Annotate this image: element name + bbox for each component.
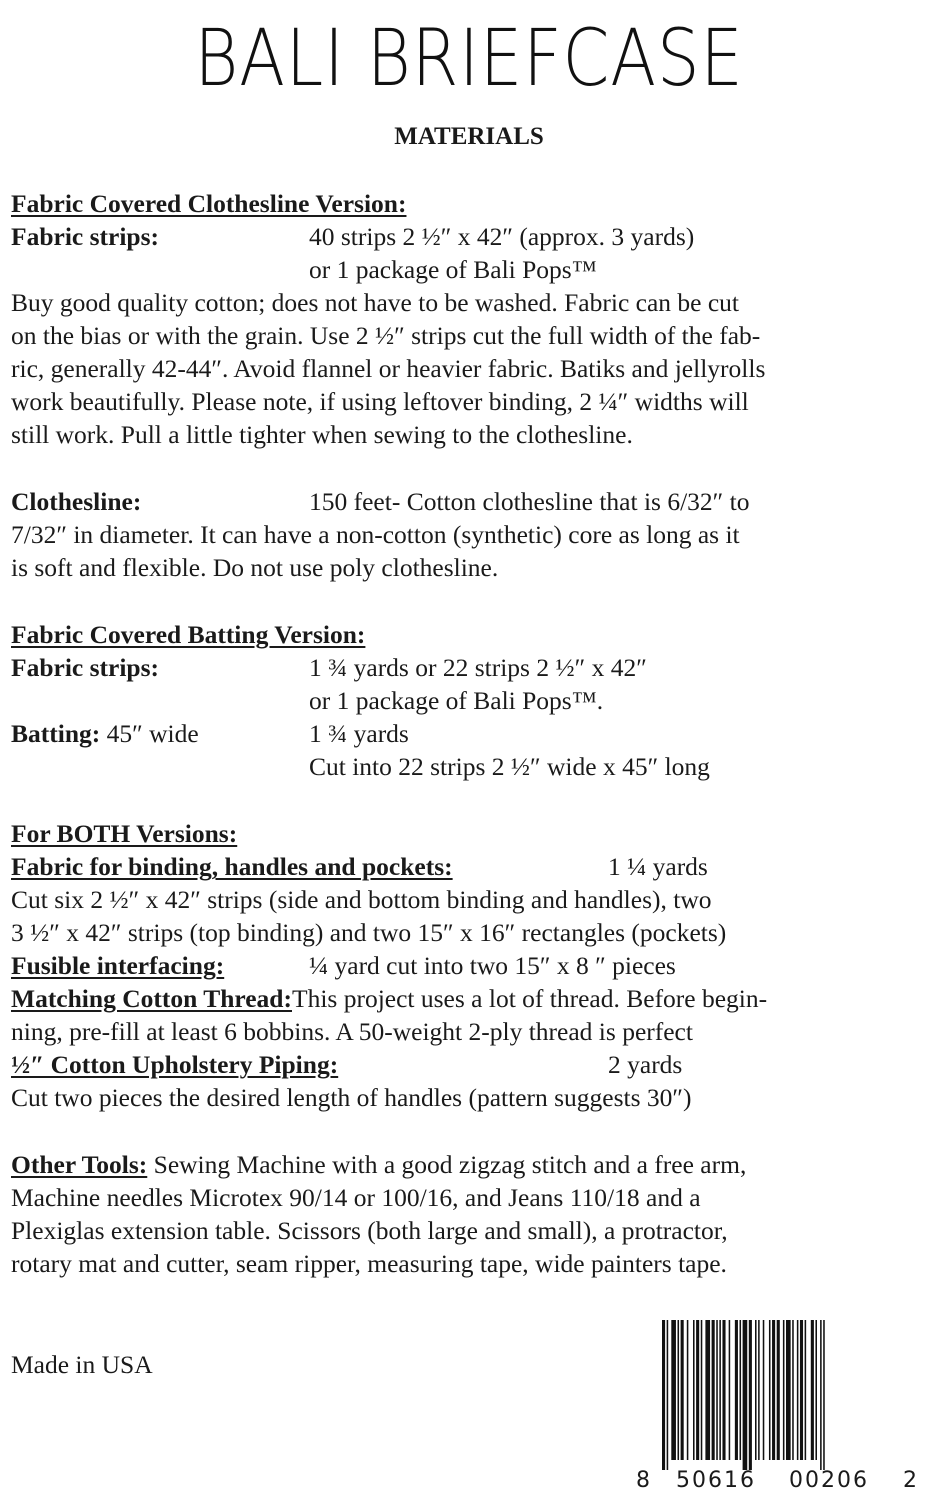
barcode-bar bbox=[786, 1320, 791, 1460]
barcode-bar bbox=[740, 1320, 742, 1460]
fusible-label: Fusible interfacing: bbox=[11, 951, 225, 980]
paragraph-line: Buy good quality cotton; does not have to be washed. Fabric can be cut bbox=[11, 288, 739, 317]
paragraph-line: Cut six 2 ½″ x 42″ strips (side and bottom binding and handles), two bbox=[11, 885, 712, 914]
paragraph-line: Plexiglas extension table. Scissors (both large and small), a protractor, bbox=[11, 1216, 728, 1245]
barcode-bar bbox=[758, 1320, 760, 1460]
fabric-strips-row bbox=[11, 220, 695, 253]
fabric-strips-value: 40 strips 2 ½″ x 42″ (approx. 3 yards) bbox=[309, 222, 695, 251]
barcode-bar bbox=[729, 1320, 731, 1460]
piping-value: 2 yards bbox=[608, 1050, 683, 1079]
barcode-bar bbox=[820, 1320, 822, 1470]
thread-text: This project uses a lot of thread. Before begin- bbox=[292, 984, 768, 1013]
paragraph-line: ning, pre-fill at least 6 bobbins. A 50-weight 2-ply thread is perfect bbox=[11, 1017, 693, 1046]
fabric-strips-label: Fabric strips: bbox=[11, 653, 160, 682]
barcode-bar bbox=[792, 1320, 794, 1460]
barcode-bar bbox=[687, 1320, 689, 1460]
thread-label: Matching Cotton Thread: bbox=[11, 984, 292, 1013]
paragraph-line: still work. Pull a little tighter when sewing to the clothesline. bbox=[11, 420, 633, 449]
page-title: BALI BRIEFCASE bbox=[194, 14, 744, 104]
barcode-bar bbox=[696, 1320, 699, 1460]
binding-row bbox=[11, 850, 708, 883]
thread-row bbox=[11, 982, 767, 1015]
barcode-bar bbox=[769, 1320, 771, 1460]
fabric-strips-value-alt: or 1 package of Bali Pops™ bbox=[309, 255, 597, 284]
piping-label: ½″ Cotton Upholstery Piping: bbox=[11, 1050, 339, 1079]
barcode-bar bbox=[797, 1320, 799, 1460]
paragraph-line: ric, generally 42-44″. Avoid flannel or heavier fabric. Batiks and jellyrolls bbox=[11, 354, 766, 383]
paragraph-line: Cut two pieces the desired length of handles (pattern suggests 30″) bbox=[11, 1083, 692, 1112]
barcode-bar bbox=[805, 1320, 807, 1460]
barcode-right-digit: 2 bbox=[903, 1468, 917, 1493]
barcode-bar bbox=[811, 1320, 814, 1460]
batting-width: 45″ wide bbox=[106, 719, 199, 748]
barcode-bar bbox=[749, 1320, 752, 1470]
barcode-bar bbox=[755, 1320, 757, 1460]
made-in-label: Made in USA bbox=[11, 1350, 153, 1379]
barcode-bar bbox=[719, 1320, 721, 1460]
materials-heading: MATERIALS bbox=[394, 123, 544, 150]
batting-label: Batting: bbox=[11, 719, 101, 748]
fabric-strips-label: Fabric strips: bbox=[11, 222, 160, 251]
paragraph-line: 3 ½″ x 42″ strips (top binding) and two 15″ x 16″ rectangles (pockets) bbox=[11, 918, 727, 947]
barcode-bar bbox=[815, 1320, 817, 1460]
barcode-bar bbox=[662, 1320, 665, 1470]
fabric-strips-value-alt: or 1 package of Bali Pops™. bbox=[309, 686, 604, 715]
clothesline-row bbox=[11, 485, 750, 518]
barcode-bar bbox=[777, 1320, 780, 1460]
barcode-bar bbox=[712, 1320, 715, 1460]
barcode-bar bbox=[800, 1320, 803, 1460]
barcode-left-digit: 8 bbox=[636, 1468, 650, 1493]
barcode-bar bbox=[743, 1320, 748, 1470]
batting-version-heading: Fabric Covered Batting Version: bbox=[11, 620, 366, 649]
clothesline-label: Clothesline: bbox=[11, 487, 142, 516]
paragraph-line: 7/32″ in diameter. It can have a non-cotton (synthetic) core as long as it bbox=[11, 520, 740, 549]
paragraph-line: on the bias or with the grain. Use 2 ½″ strips cut the full width of the fab- bbox=[11, 321, 761, 350]
fusible-value: ¼ yard cut into two 15″ x 8 ″ pieces bbox=[309, 951, 676, 980]
binding-value: 1 ¼ yards bbox=[608, 852, 708, 881]
clothesline-version-heading: Fabric Covered Clothesline Version: bbox=[11, 189, 407, 218]
other-tools-label: Other Tools: bbox=[11, 1150, 148, 1179]
fabric-strips-value: 1 ¾ yards or 22 strips 2 ½″ x 42″ bbox=[309, 653, 647, 682]
barcode-bar bbox=[705, 1320, 710, 1460]
barcode-bar bbox=[823, 1320, 825, 1470]
binding-label: Fabric for binding, handles and pockets: bbox=[11, 852, 453, 881]
barcode-bar bbox=[701, 1320, 703, 1460]
barcode-group-1: 50616 bbox=[676, 1468, 756, 1493]
fabric-strips-row bbox=[11, 651, 647, 684]
paragraph-line: work beautifully. Please note, if using leftover binding, 2 ¼″ widths will bbox=[11, 387, 749, 416]
batting-value: 1 ¾ yards bbox=[309, 719, 409, 748]
paragraph-line: Machine needles Microtex 90/14 or 100/16, and Jeans 110/18 and a bbox=[11, 1183, 701, 1212]
fusible-row bbox=[11, 949, 676, 982]
barcode-bar bbox=[716, 1320, 718, 1460]
batting-cut-value: Cut into 22 strips 2 ½″ wide x 45″ long bbox=[309, 752, 710, 781]
barcode-bar bbox=[667, 1320, 669, 1470]
barcode-bar bbox=[681, 1320, 684, 1460]
barcode-bar bbox=[772, 1320, 775, 1460]
barcode-image bbox=[662, 1320, 902, 1470]
clothesline-value: 150 feet- Cotton clothesline that is 6/32″ to bbox=[309, 487, 750, 516]
barcode-bar bbox=[678, 1320, 680, 1460]
piping-row bbox=[11, 1048, 683, 1081]
barcode-group-2: 00206 bbox=[789, 1468, 869, 1493]
paragraph-line: rotary mat and cutter, seam ripper, measuring tape, wide painters tape. bbox=[11, 1249, 727, 1278]
both-versions-heading: For BOTH Versions: bbox=[11, 819, 238, 848]
barcode-bar bbox=[783, 1320, 785, 1460]
barcode-bar bbox=[735, 1320, 738, 1460]
barcode-bar bbox=[671, 1320, 676, 1460]
barcode-bar bbox=[693, 1320, 695, 1460]
paragraph-line: is soft and flexible. Do not use poly clothesline. bbox=[11, 553, 499, 582]
barcode-bar bbox=[722, 1320, 725, 1460]
batting-row bbox=[11, 717, 409, 750]
other-tools-text: Sewing Machine with a good zigzag stitch and a free arm, bbox=[153, 1150, 747, 1179]
other-tools-row bbox=[11, 1148, 746, 1181]
barcode-bar bbox=[763, 1320, 765, 1460]
